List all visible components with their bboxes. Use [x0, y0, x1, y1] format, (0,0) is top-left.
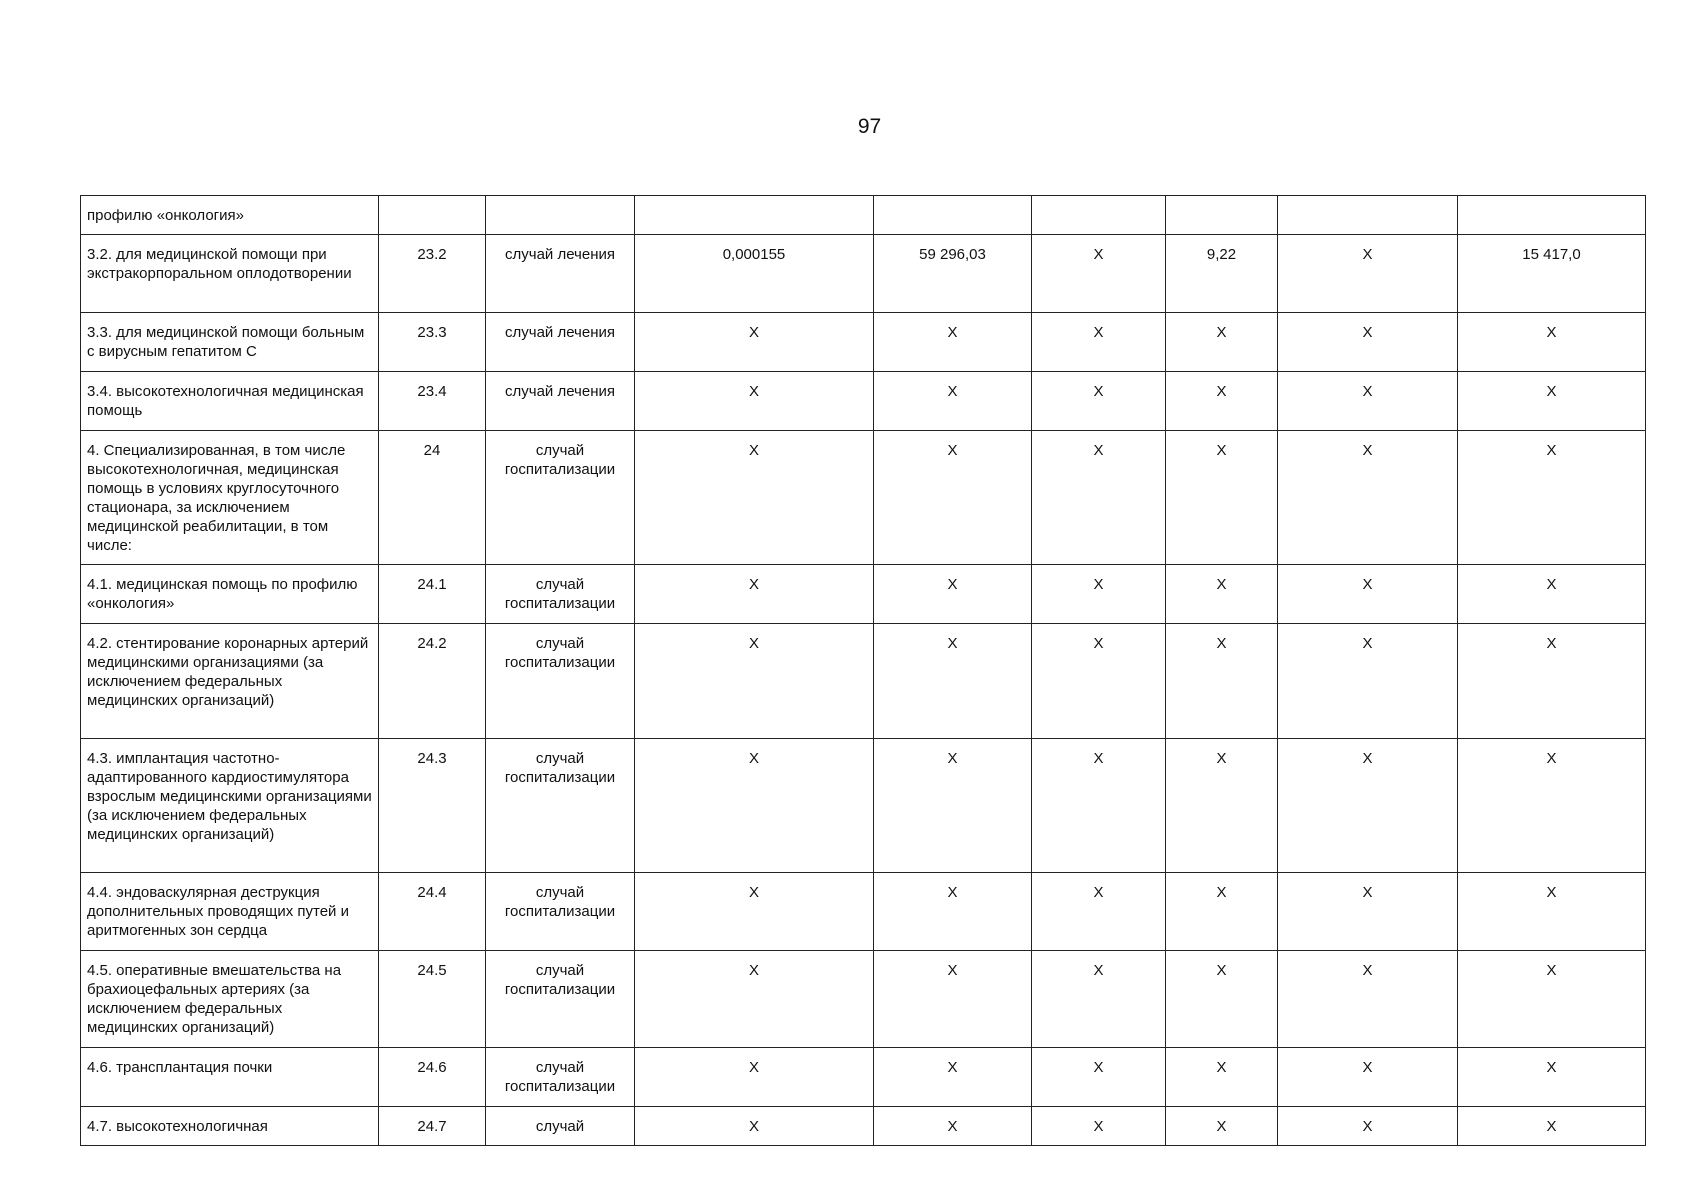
unit-cell: случай госпитализации — [486, 951, 635, 1048]
unit-cell: случай госпитализации — [486, 739, 635, 873]
value-cell-4: X — [635, 372, 874, 431]
data-table — [80, 195, 1646, 1146]
row-name-cell: 4.1. медицинская помощь по профилю «онкология» — [81, 565, 379, 624]
value-cell-6: X — [1032, 1048, 1166, 1107]
row-name-cell: профилю «онкология» — [81, 196, 379, 235]
row-code-cell: 24.6 — [379, 1048, 486, 1107]
value-cell-5: X — [874, 565, 1032, 624]
value-cell-6: X — [1032, 739, 1166, 873]
value-cell-7: X — [1166, 624, 1278, 739]
table-row — [81, 951, 1646, 1048]
row-code-cell: 23.2 — [379, 235, 486, 313]
value-cell-9: X — [1458, 1048, 1646, 1107]
row-code-cell: 24 — [379, 431, 486, 565]
value-cell-4: X — [635, 313, 874, 372]
value-cell-4: X — [635, 1048, 874, 1107]
page-number: 97 — [857, 115, 882, 138]
row-name-cell: 4.2. стентирование коронарных артерий медицинскими организациями (за исключением федеральных медицинских организаций) — [81, 624, 379, 739]
value-cell-5: X — [874, 431, 1032, 565]
value-cell-5: X — [874, 739, 1032, 873]
value-cell-6: X — [1032, 235, 1166, 313]
value-cell-9: 15 417,0 — [1458, 235, 1646, 313]
value-cell-7: X — [1166, 431, 1278, 565]
value-cell-6: X — [1032, 313, 1166, 372]
table-row — [81, 1107, 1646, 1146]
value-cell-5: X — [874, 372, 1032, 431]
unit-cell — [486, 196, 635, 235]
row-name-cell: 4.6. трансплантация почки — [81, 1048, 379, 1107]
value-cell-7: X — [1166, 873, 1278, 951]
value-cell-4: X — [635, 431, 874, 565]
value-cell-7: X — [1166, 951, 1278, 1048]
value-cell-8: X — [1278, 1107, 1458, 1146]
value-cell-5: X — [874, 313, 1032, 372]
row-name-cell: 3.4. высокотехнологичная медицинская помощь — [81, 372, 379, 431]
unit-cell: случай госпитализации — [486, 873, 635, 951]
value-cell-5: 59 296,03 — [874, 235, 1032, 313]
value-cell-9: X — [1458, 565, 1646, 624]
unit-cell: случай госпитализации — [486, 431, 635, 565]
value-cell-9: X — [1458, 313, 1646, 372]
row-code-cell — [379, 196, 486, 235]
value-cell-7: X — [1166, 739, 1278, 873]
row-name-cell: 3.3. для медицинской помощи больным с вирусным гепатитом С — [81, 313, 379, 372]
unit-cell: случай госпитализации — [486, 624, 635, 739]
row-name-cell: 4.5. оперативные вмешательства на брахиоцефальных артериях (за исключением федеральных медицинских организаций) — [81, 951, 379, 1048]
value-cell-6: X — [1032, 873, 1166, 951]
value-cell-4: X — [635, 565, 874, 624]
row-name-cell: 4.3. имплантация частотно-адаптированного кардиостимулятора взрослым медицинскими организациями (за исключением федеральных медицинских организаций) — [81, 739, 379, 873]
value-cell-6: X — [1032, 624, 1166, 739]
value-cell-8: X — [1278, 235, 1458, 313]
row-code-cell: 23.3 — [379, 313, 486, 372]
table-row — [81, 196, 1646, 235]
row-name-cell: 4. Специализированная, в том числе высокотехнологичная, медицинская помощь в условиях круглосуточного стационара, за исключением медицинской реабилитации, в том числе: — [81, 431, 379, 565]
value-cell-5 — [874, 196, 1032, 235]
row-name-cell: 3.2. для медицинской помощи при экстракорпоральном оплодотворении — [81, 235, 379, 313]
value-cell-5: X — [874, 624, 1032, 739]
table-row — [81, 1048, 1646, 1107]
value-cell-6: X — [1032, 1107, 1166, 1146]
row-code-cell: 24.5 — [379, 951, 486, 1048]
unit-cell: случай госпитализации — [486, 1048, 635, 1107]
table-body — [81, 196, 1646, 1146]
value-cell-5: X — [874, 873, 1032, 951]
value-cell-6: X — [1032, 372, 1166, 431]
unit-cell: случай — [486, 1107, 635, 1146]
row-code-cell: 24.7 — [379, 1107, 486, 1146]
value-cell-8: X — [1278, 565, 1458, 624]
value-cell-7: X — [1166, 1107, 1278, 1146]
value-cell-8: X — [1278, 873, 1458, 951]
value-cell-7 — [1166, 196, 1278, 235]
value-cell-5: X — [874, 951, 1032, 1048]
value-cell-8: X — [1278, 951, 1458, 1048]
row-code-cell: 24.3 — [379, 739, 486, 873]
table-row — [81, 313, 1646, 372]
table-row — [81, 431, 1646, 565]
value-cell-9: X — [1458, 372, 1646, 431]
value-cell-7: X — [1166, 565, 1278, 624]
value-cell-8: X — [1278, 431, 1458, 565]
value-cell-7: 9,22 — [1166, 235, 1278, 313]
table-row — [81, 624, 1646, 739]
table-row — [81, 565, 1646, 624]
value-cell-7: X — [1166, 313, 1278, 372]
table-row — [81, 739, 1646, 873]
value-cell-8: X — [1278, 1048, 1458, 1107]
value-cell-8 — [1278, 196, 1458, 235]
value-cell-4: X — [635, 951, 874, 1048]
value-cell-6 — [1032, 196, 1166, 235]
unit-cell: случай лечения — [486, 372, 635, 431]
row-code-cell: 24.1 — [379, 565, 486, 624]
value-cell-7: X — [1166, 372, 1278, 431]
row-name-cell: 4.4. эндоваскулярная деструкция дополнительных проводящих путей и аритмогенных зон сердца — [81, 873, 379, 951]
value-cell-4: X — [635, 739, 874, 873]
value-cell-4: 0,000155 — [635, 235, 874, 313]
value-cell-4: X — [635, 873, 874, 951]
value-cell-9: X — [1458, 951, 1646, 1048]
table-row — [81, 235, 1646, 313]
value-cell-5: X — [874, 1107, 1032, 1146]
value-cell-4: X — [635, 624, 874, 739]
value-cell-6: X — [1032, 431, 1166, 565]
row-code-cell: 23.4 — [379, 372, 486, 431]
unit-cell: случай госпитализации — [486, 565, 635, 624]
value-cell-5: X — [874, 1048, 1032, 1107]
row-name-cell: 4.7. высокотехнологичная — [81, 1107, 379, 1146]
unit-cell: случай лечения — [486, 313, 635, 372]
value-cell-9: X — [1458, 739, 1646, 873]
value-cell-6: X — [1032, 565, 1166, 624]
value-cell-9: X — [1458, 624, 1646, 739]
value-cell-7: X — [1166, 1048, 1278, 1107]
value-cell-8: X — [1278, 372, 1458, 431]
value-cell-9: X — [1458, 431, 1646, 565]
unit-cell: случай лечения — [486, 235, 635, 313]
table-row — [81, 372, 1646, 431]
table-row — [81, 873, 1646, 951]
value-cell-8: X — [1278, 624, 1458, 739]
value-cell-9: X — [1458, 1107, 1646, 1146]
value-cell-8: X — [1278, 313, 1458, 372]
value-cell-9 — [1458, 196, 1646, 235]
value-cell-9: X — [1458, 873, 1646, 951]
value-cell-4 — [635, 196, 874, 235]
value-cell-4: X — [635, 1107, 874, 1146]
row-code-cell: 24.2 — [379, 624, 486, 739]
value-cell-6: X — [1032, 951, 1166, 1048]
row-code-cell: 24.4 — [379, 873, 486, 951]
value-cell-8: X — [1278, 739, 1458, 873]
